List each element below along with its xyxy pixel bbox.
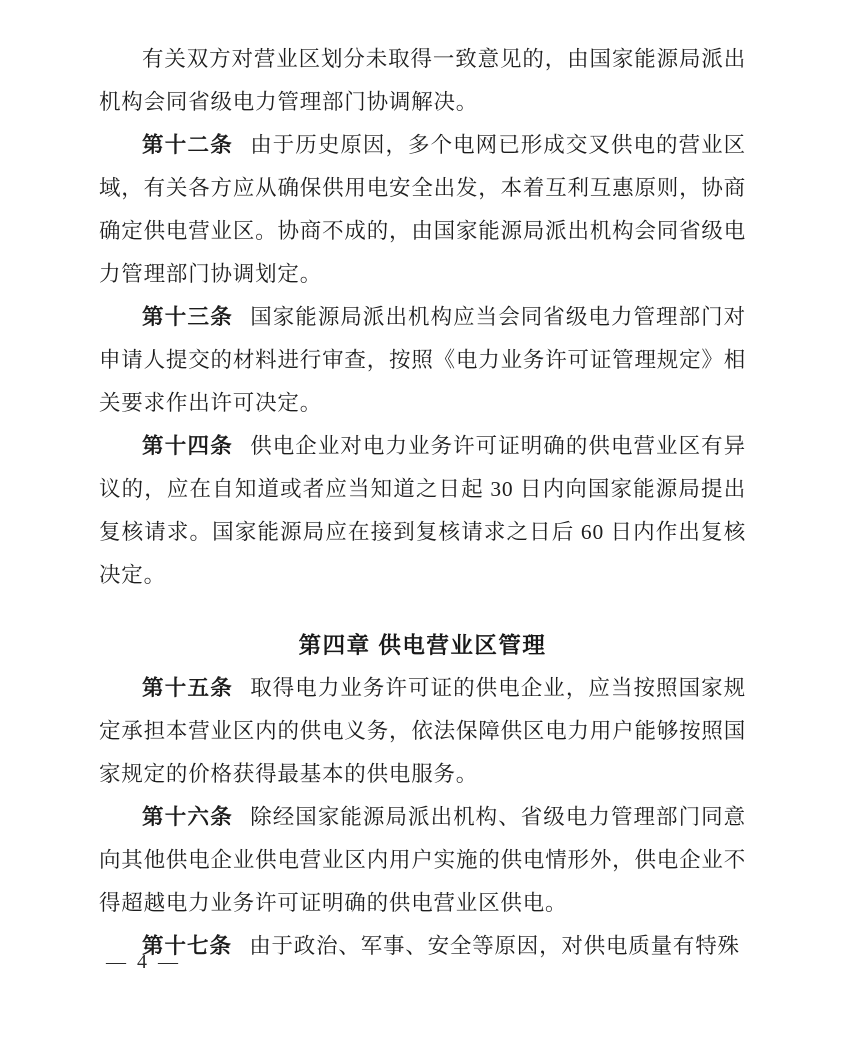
paragraph-article-14 — [99, 425, 746, 597]
document-body — [99, 38, 746, 968]
page-number: — 4 — — [106, 951, 181, 973]
paragraph-text: 国家能源局派出机构应当会同省级电力管理部门对申请人提交的材料进行审查，按照《电力业务许可证管理规定》相关要求作出许可决定。 — [99, 305, 746, 415]
paragraph-text: 有关双方对营业区划分未取得一致意见的，由国家能源局派出机构会同省级电力管理部门协调解决。 — [99, 47, 746, 114]
article-number: 第十六条 — [142, 805, 233, 829]
paragraph-text: 由于政治、军事、安全等原因，对供电质量有特殊 — [249, 934, 740, 958]
paragraph-text: 供电企业对电力业务许可证明确的供电营业区有异议的，应在自知道或者应当知道之日起 30 日内向国家能源局提出复核请求。国家能源局应在接到复核请求之日后 60 日内作出复核决定。 — [99, 434, 746, 587]
article-number: 第十五条 — [142, 676, 233, 700]
article-number: 第十七条 — [142, 934, 233, 958]
paragraph-article-13 — [99, 296, 746, 425]
article-number: 第十二条 — [142, 133, 233, 157]
paragraph-article-16 — [99, 796, 746, 925]
paragraph-text: 除经国家能源局派出机构、省级电力管理部门同意向其他供电企业供电营业区内用户实施的供电情形外，供电企业不得超越电力业务许可证明确的供电营业区供电。 — [99, 805, 746, 915]
paragraph-article-12 — [99, 124, 746, 296]
paragraph-article-17 — [99, 925, 746, 968]
paragraph-text: 取得电力业务许可证的供电企业，应当按照国家规定承担本营业区内的供电义务，依法保障供区电力用户能够按照国家规定的价格获得最基本的供电服务。 — [99, 676, 746, 786]
paragraph-text: 由于历史原因，多个电网已形成交叉供电的营业区域，有关各方应从确保供用电安全出发，本着互利互惠原则，协商确定供电营业区。协商不成的，由国家能源局派出机构会同省级电力管理部门协调划定。 — [99, 133, 746, 286]
paragraph — [99, 38, 746, 124]
article-number: 第十四条 — [142, 434, 233, 458]
article-number: 第十三条 — [142, 305, 233, 329]
paragraph-article-15 — [99, 667, 746, 796]
chapter-heading: 第四章 供电营业区管理 — [298, 633, 547, 658]
